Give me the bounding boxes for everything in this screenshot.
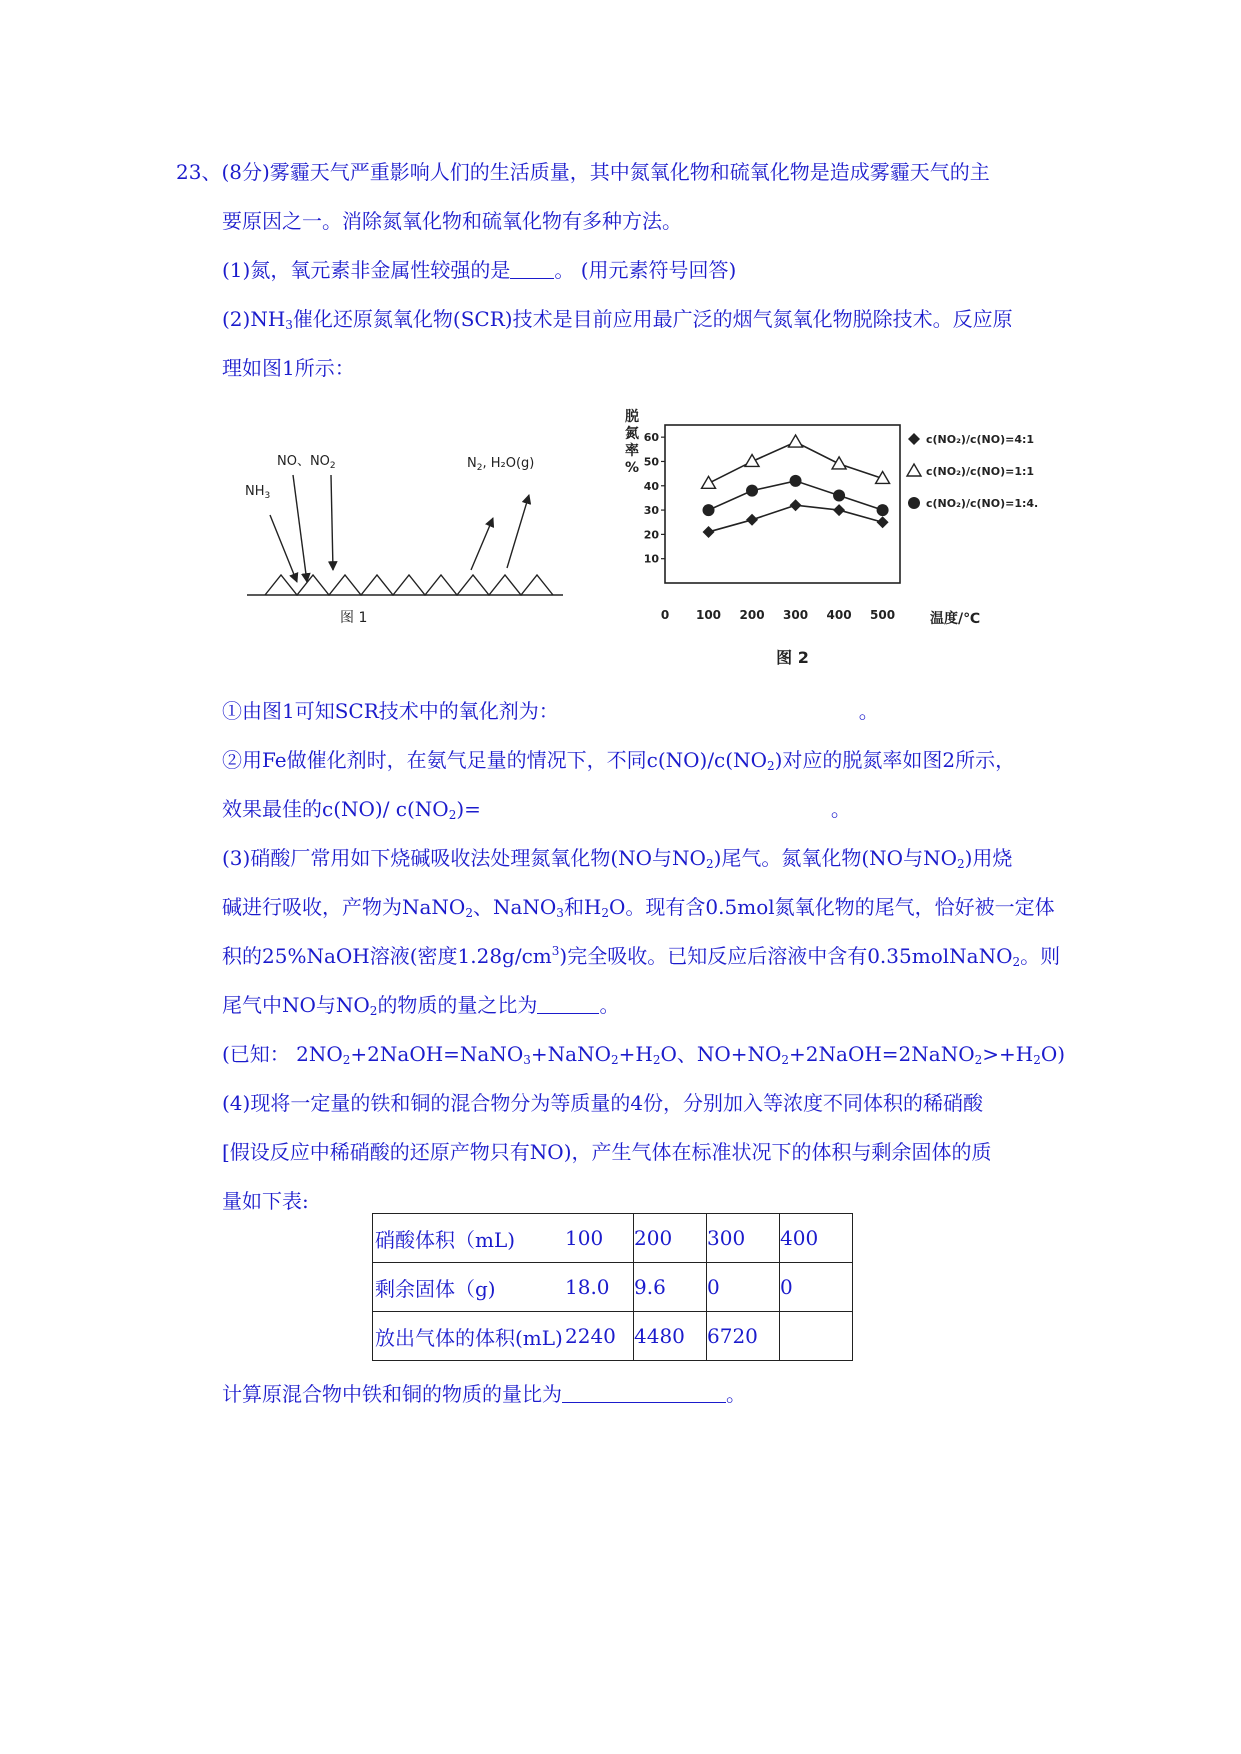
legend-label: c(NO₂)/c(NO)=1:1 — [926, 465, 1035, 478]
y-tick-label: 30 — [643, 504, 659, 518]
figure-1-caption: 图 1 — [340, 610, 368, 626]
part-1 — [222, 256, 736, 284]
subscript: 2 — [465, 906, 473, 920]
part-2-prefix: (2)NH — [222, 307, 286, 331]
subscript: 2 — [601, 906, 610, 920]
subscript: 2 — [1012, 955, 1021, 969]
text: 计算原混合物中铁和铜的物质的量比为 — [222, 1382, 562, 1406]
y-tick-label: 50 — [643, 455, 659, 469]
answer-blank[interactable] — [510, 258, 554, 279]
text: 。 — [726, 1382, 746, 1406]
part-4-line2: [假设反应中稀硝酸的还原产物只有NO)，产生气体在标准状况下的体积与剩余固体的质 — [222, 1140, 992, 1164]
text: )尾气。氮氧化物(NO与NO — [713, 846, 957, 870]
x-tick-label: 400 — [826, 608, 852, 622]
subscript: 2 — [974, 1053, 983, 1067]
part-3-line3 — [222, 942, 1060, 970]
part-4-final — [222, 1380, 746, 1408]
part-3-given — [222, 1040, 1065, 1068]
subscript: 3 — [285, 318, 293, 332]
text: O。现有含0.5mol氮氧化物的尾气，恰好被一定体 — [609, 895, 1055, 919]
subpart-1 — [222, 697, 879, 725]
products-label: $N_2$, H₂O(g) — [467, 456, 535, 473]
nh3-label: $NH_3$ — [245, 484, 271, 501]
nh3-arrow — [270, 515, 297, 582]
text: 。则 — [1020, 944, 1061, 968]
data-point — [789, 435, 803, 447]
catalyst-surface — [265, 575, 553, 595]
legend-marker — [907, 464, 921, 476]
text: +2NaOH=2NaNO — [789, 1042, 975, 1066]
data-point — [703, 504, 715, 516]
subscript: 3 — [523, 1053, 531, 1067]
table-cell: 18.0 — [565, 1263, 634, 1312]
data-point — [746, 485, 758, 497]
part-3-line2 — [222, 893, 1055, 921]
data-point — [833, 489, 845, 501]
table-cell: 400 — [780, 1214, 853, 1263]
x-tick-label: 300 — [783, 608, 809, 622]
data-point — [702, 476, 716, 488]
text: 尾气中NO与NO — [222, 993, 370, 1017]
table-cell: 300 — [707, 1214, 780, 1263]
data-point — [832, 457, 846, 469]
figure-1-diagram — [245, 420, 565, 640]
text: 。 — [599, 993, 620, 1017]
x-tick-label: 200 — [739, 608, 765, 622]
no2-arrow — [331, 475, 333, 570]
text: (3)硝酸厂常用如下烧碱吸收法处理氮氧化物(NO与NO — [222, 846, 706, 870]
text: 积的25%NaOH溶液(密度1.28g/cm — [222, 944, 552, 968]
table-cell: 4480 — [634, 1312, 707, 1361]
subpart-2 — [222, 746, 1015, 774]
subpart-2-line2 — [222, 795, 851, 823]
text: (已知： 2NO — [222, 1042, 343, 1066]
subscript: 2 — [342, 1053, 351, 1067]
data-point — [746, 514, 758, 526]
x-tick-label: 100 — [695, 608, 722, 622]
table-row — [373, 1214, 853, 1263]
subscript: 2 — [448, 808, 457, 822]
data-point — [790, 499, 802, 511]
text: >+H — [982, 1042, 1034, 1066]
legend-marker — [908, 497, 920, 509]
part-1-end: 。 (用元素符号回答) — [554, 258, 737, 282]
product-arrow-2 — [507, 495, 529, 568]
text: O) — [1040, 1042, 1066, 1066]
table-cell: 放出气体的体积(mL) — [373, 1312, 566, 1361]
text: )完全吸收。已知反应后溶液中含有0.35molNaNO — [559, 944, 1013, 968]
table-cell: 2240 — [565, 1312, 634, 1361]
answer-blank[interactable] — [537, 993, 599, 1014]
table-cell: 0 — [707, 1263, 780, 1312]
product-arrow-1 — [471, 518, 493, 570]
subscript: 2 — [652, 1053, 661, 1067]
text: )对应的脱氮率如图2所示， — [774, 748, 1016, 772]
text: 碱进行吸收，产物为NaNO — [222, 895, 466, 919]
table-cell: 100 — [565, 1214, 634, 1263]
subpart-1-end: 。 — [858, 699, 879, 723]
table-cell: 硝酸体积（mL) — [373, 1214, 566, 1263]
text: +NaNO — [530, 1042, 611, 1066]
data-point — [790, 475, 802, 487]
x-axis-label: 温度/℃ — [930, 611, 981, 627]
text: 和H — [563, 895, 602, 919]
text: +H — [618, 1042, 653, 1066]
figure-2-chart — [620, 405, 1080, 680]
question-intro: (8分)雾霾天气严重影响人们的生活质量，其中氮氧化物和硫氧化物是造成雾霾天气的主 — [221, 160, 990, 184]
table-cell: 剩余固体（g) — [373, 1263, 566, 1312]
data-point — [877, 504, 889, 516]
part-2-text: 催化还原氮氧化物(SCR)技术是目前应用最广泛的烟气氮氧化物脱除技术。反应原 — [292, 307, 1013, 331]
table-cell: 0 — [780, 1263, 853, 1312]
part-2 — [222, 305, 1013, 333]
superscript: 3 — [551, 944, 560, 958]
legend-label: c(NO₂)/c(NO)=1:4. — [926, 497, 1039, 510]
legend-marker — [908, 433, 920, 445]
subscript: 2 — [369, 1004, 378, 1018]
y-tick-label: 20 — [643, 528, 659, 542]
y-tick-label: 60 — [643, 431, 659, 445]
data-point — [877, 516, 889, 528]
table-row — [373, 1263, 853, 1312]
y-axis-label: 脱氮率% — [624, 409, 640, 476]
question-heading — [176, 158, 990, 186]
y-tick-label: 10 — [643, 552, 659, 566]
y-tick-label: 40 — [643, 479, 659, 493]
subscript: 2 — [610, 1053, 619, 1067]
text: ②用Fe做催化剂时，在氨气足量的情况下，不同c(NO)/c(NO — [222, 748, 767, 772]
text: 效果最佳的c(NO)/ c(NO — [222, 797, 449, 821]
no-arrow — [293, 475, 307, 582]
text: )用烧 — [964, 846, 1013, 870]
table-cell: 9.6 — [634, 1263, 707, 1312]
part-4-line1: (4)现将一定量的铁和铜的混合物分为等质量的4份，分别加入等浓度不同体积的稀硝酸 — [222, 1091, 984, 1115]
no-no2-label: NO、$NO_2$ — [277, 454, 336, 471]
question-number: 23、 — [176, 160, 222, 184]
text: 的物质的量之比为 — [377, 993, 538, 1017]
question-intro-line2: 要原因之一。消除氮氧化物和硫氧化物有多种方法。 — [222, 209, 682, 233]
subscript: 2 — [705, 857, 714, 871]
x-tick-label: 0 — [660, 608, 670, 622]
part-1-text: (1)氮，氧元素非金属性较强的是 — [222, 258, 511, 282]
data-point — [833, 504, 845, 516]
text: )= — [456, 797, 481, 821]
data-table — [372, 1213, 853, 1361]
subscript: 2 — [766, 759, 775, 773]
subscript: 2 — [1033, 1053, 1041, 1067]
x-tick-label: 500 — [870, 608, 896, 622]
text: 、NaNO — [472, 895, 557, 919]
data-point — [703, 526, 715, 538]
table-cell — [780, 1312, 853, 1361]
table-cell: 200 — [634, 1214, 707, 1263]
part-3-line4 — [222, 991, 619, 1019]
answer-blank[interactable] — [562, 1382, 726, 1403]
data-point — [745, 454, 759, 466]
text: 。 — [830, 797, 851, 821]
text: O、NO+NO — [660, 1042, 782, 1066]
subscript: 3 — [556, 906, 564, 920]
subpart-1-text: ①由图1可知SCR技术中的氧化剂为： — [222, 699, 559, 723]
table-row — [373, 1312, 853, 1361]
part-4-line3: 量如下表: — [222, 1189, 309, 1213]
table-cell: 6720 — [707, 1312, 780, 1361]
figure-2-caption: 图 2 — [776, 648, 809, 667]
part-3-line1 — [222, 844, 1012, 872]
subscript: 2 — [956, 857, 965, 871]
subscript: 2 — [781, 1053, 790, 1067]
text: +2NaOH=NaNO — [350, 1042, 524, 1066]
legend-label: c(NO₂)/c(NO)=4:1 — [926, 433, 1035, 446]
part-2-line2: 理如图1所示： — [222, 356, 355, 380]
